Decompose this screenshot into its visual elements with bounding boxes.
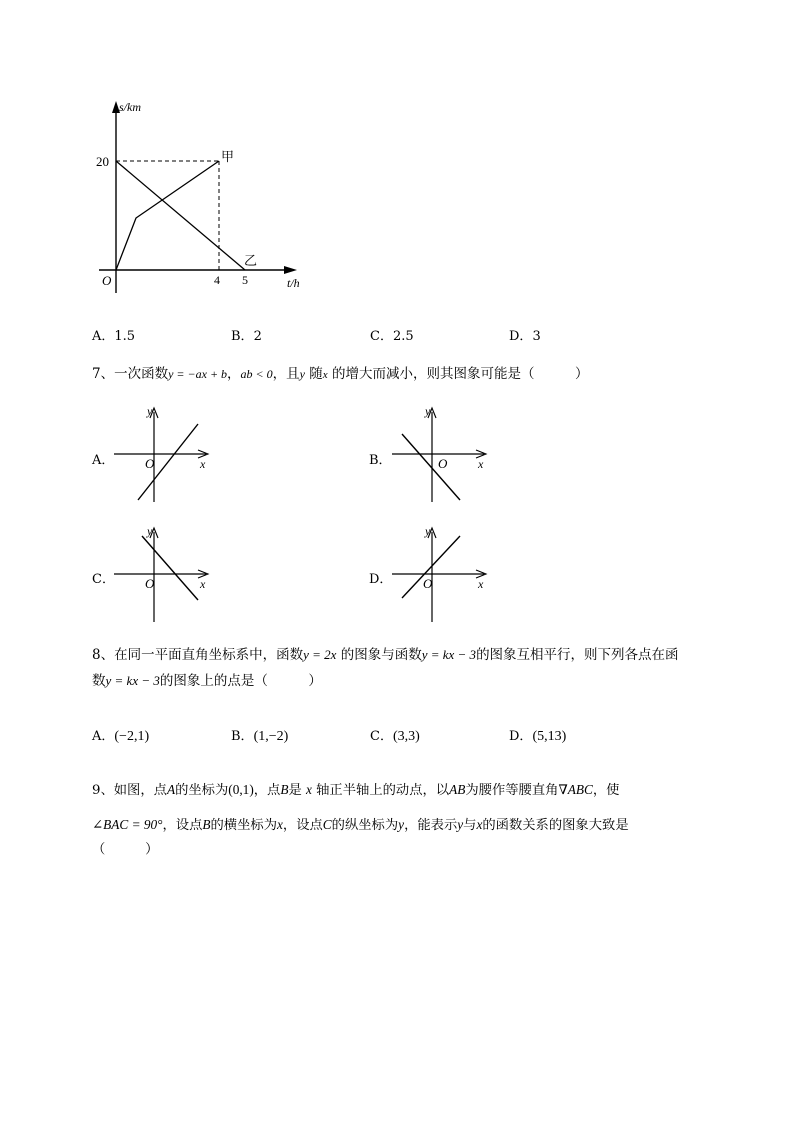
q7-option-a-label[interactable]: A．	[92, 453, 115, 468]
svg-text:x: x	[478, 577, 484, 591]
origin-label: O	[102, 273, 112, 288]
svg-text:x: x	[200, 457, 206, 471]
svg-text:x: x	[200, 577, 206, 591]
x-tick-5: 5	[242, 273, 248, 287]
svg-text:y: y	[147, 404, 153, 418]
q7-option-c-label[interactable]: C．	[92, 572, 115, 587]
distance-time-graph	[85, 95, 315, 295]
label-yi: 乙	[244, 253, 258, 268]
svg-text:y: y	[425, 404, 431, 418]
q6-option-a[interactable]: A．1.5	[92, 329, 136, 344]
q7-stem: 7、一次函数y = −ax + b，ab < 0，且y 随x 的增大而减小，则其图象可能是（ ）	[92, 366, 589, 382]
svg-text:y: y	[147, 524, 153, 538]
q7-option-b-label[interactable]: B．	[369, 453, 392, 468]
svg-text:x: x	[478, 457, 484, 471]
q7-graph-d[interactable]	[388, 522, 493, 624]
svg-text:O: O	[438, 456, 448, 471]
q8-stem-line2: 数y = kx − 3的图象上的点是（ ）	[92, 673, 322, 689]
svg-text:O: O	[145, 456, 155, 471]
q9-stem-line1: 9、如图，点A的坐标为(0,1)，点B是 x 轴正半轴上的动点，以AB为腰作等腰直角∇ABC，使	[92, 782, 620, 798]
label-jia: 甲	[221, 149, 235, 164]
y-axis-label: s/km	[119, 100, 141, 114]
q6-option-c[interactable]: C．2.5	[370, 329, 414, 344]
q6-option-d[interactable]: D．3	[509, 329, 541, 344]
svg-text:O: O	[145, 576, 155, 591]
q7-graph-a[interactable]	[110, 402, 215, 504]
q8-option-d[interactable]: D．(5,13)	[509, 729, 567, 744]
line-jia	[116, 161, 219, 270]
x-axis-arrow-icon	[284, 266, 297, 274]
svg-text:O: O	[423, 576, 433, 591]
q9-answer-paren: （ ）	[92, 842, 159, 857]
line-yi	[116, 161, 245, 270]
y-tick-20: 20	[96, 154, 109, 169]
q8-option-a[interactable]: A．(−2,1)	[92, 729, 150, 744]
q8-option-c[interactable]: C．(3,3)	[370, 729, 420, 744]
x-axis-label: t/h	[287, 276, 300, 290]
q9-stem-line2: ∠BAC = 90°，设点B的横坐标为x，设点C的纵坐标为y，能表示y与x的函数关系的图象大致是	[92, 817, 629, 833]
q7-graph-c[interactable]	[110, 522, 215, 624]
q7-graph-b[interactable]	[388, 402, 493, 504]
q7-option-d-label[interactable]: D．	[369, 572, 393, 587]
q8-stem-line1: 8、在同一平面直角坐标系中，函数y = 2x 的图象与函数y = kx − 3的图象互相平行，则下列各点在函	[92, 647, 679, 663]
x-tick-4: 4	[214, 273, 220, 287]
svg-text:y: y	[425, 524, 431, 538]
q8-option-b[interactable]: B．(1,−2)	[231, 729, 289, 744]
q6-option-b[interactable]: B．2	[231, 329, 262, 344]
